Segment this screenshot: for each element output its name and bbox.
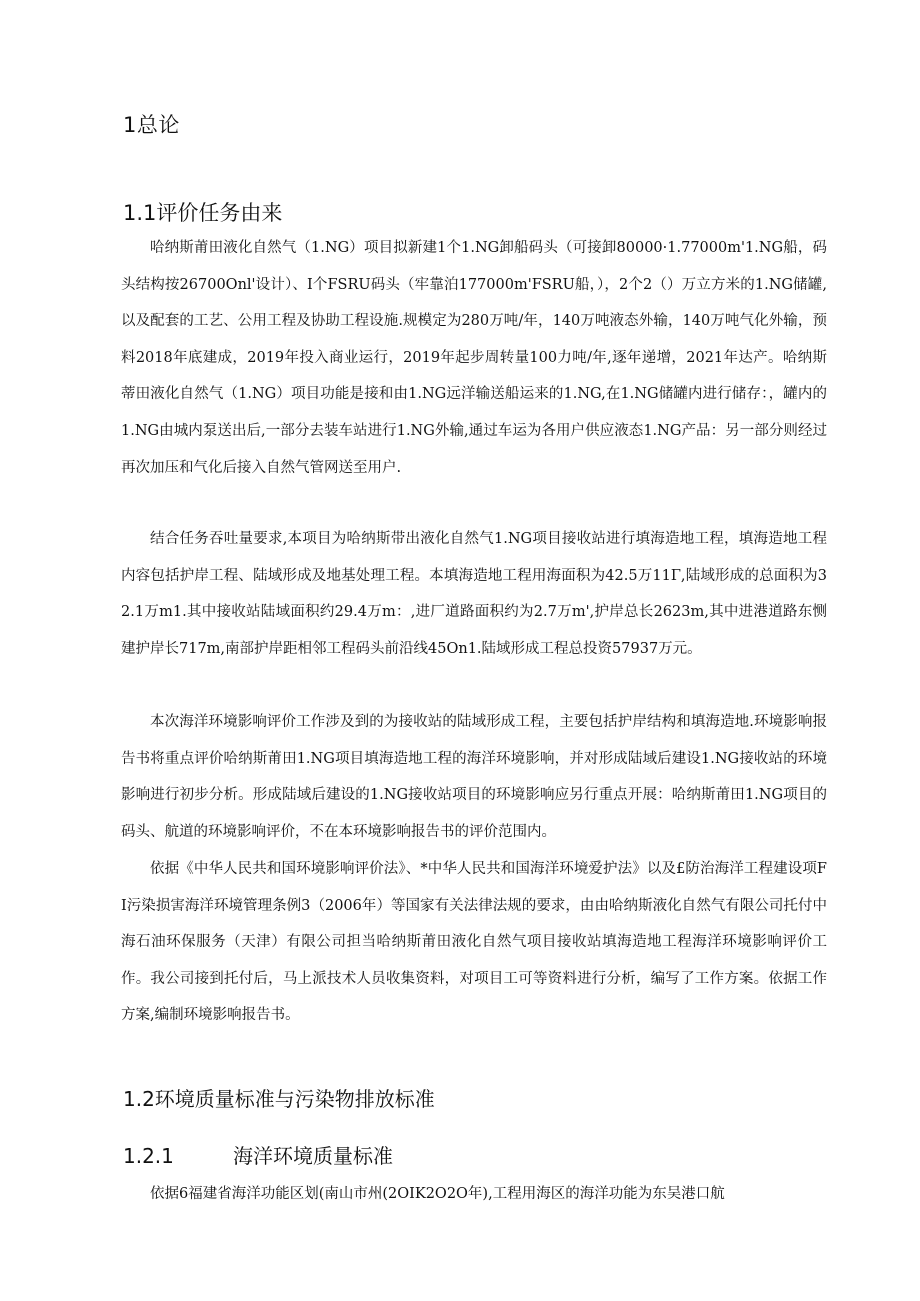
subsection-title: 海洋环境质量标准 bbox=[233, 1144, 393, 1168]
chapter-heading: 1总论 bbox=[123, 113, 180, 137]
paragraph-reclamation-scope: 结合任务吞吐量要求,本项目为哈纳斯带出液化自然气1.NG项目接收站进行填海造地工程，填海造地工程内容包括护岸工程、陆域形成及地基处理工程。本填海造地工程用海面积为42.5万11Γ,陆域形成的总面积为32.1万m1.其中接收站陆域面积约29.4万m：,进厂道路面积约为2.7万m',护岸总长2623m,其中进港道路东恻建护岸长717m,南部护岸距相邻工程码头前沿线45On1.陆域形成工程总投资57937万元。 bbox=[121, 531, 827, 657]
subsection-heading-1-2-1 bbox=[123, 1140, 393, 1169]
paragraph-legal-basis: 依据《中华人民共和国环境影响评价法》、*中华人民共和国海洋环境爱护法》以及£防治海洋工程建设项FI污染损害海洋环境管理条例3（2006年）等国家有关法律法规的要求，由由哈纳斯液化自然气有限公司托付中海石油环保服务（天津）有限公司担当哈纳斯莆田液化自然气项目接收站填海造地工程海洋环境影响评价工作。我公司接到托付后，马上派技术人员收集资料，对项目工可等资料进行分析，编写了工作方案。依据工作方案,编制环境影响报告书。 bbox=[121, 861, 827, 1024]
subsection-number: 1.2.1 bbox=[123, 1144, 174, 1168]
paragraph-assessment-scope: 本次海洋环境影响评价工作涉及到的为接收站的陆域形成工程，主要包括护岸结构和填海造地.环境影响报告书将重点评价哈纳斯莆田1.NG项目填海造地工程的海洋环境影响，并对形成陆域后建设1.NG接收站的环境影响进行初步分析。形成陆域后建设的1.NG接收站项目的环境影响应另行重点开展：哈纳斯莆田1.NG项目的码头、航道的环境影响评价，不在本环境影响报告书的评价范围内。 bbox=[121, 714, 827, 840]
paragraph-project-overview: 哈纳斯莆田液化自然气（1.NG）项目拟新建1个1.NG卸船码头（可接卸80000·1.77000m'1.NG船，码头结构按26700Onl'设计）、I个FSRU码头（牢靠泊177000m'FSRU船，），2个2（）万立方米的1.NG储罐,以及配套的工艺、公用工程及协助工程设施.规模定为280万吨/年，140万吨液态外输，140万吨气化外输，预料2018年底建成，2019年投入商业运行，2019年起步周转量100力吨/年,逐年递增，2021年达产。哈纳斯蒂田液化自然气（1.NG）项目功能是接和由1.NG远洋输送船运来的1.NG,在1.NG储罐内进行储存：，罐内的1.NG由城内泵送出后,一部分去装车站进行1.NG外输,通过车运为各用户供应液态1.NG产品：另一部分则经过再次加压和气化后接入自然气管网送至用户. bbox=[121, 240, 827, 476]
section-heading-1-1: 1.1评价任务由来 bbox=[123, 201, 283, 225]
paragraph-marine-zoning: 依据6福建省海洋功能区划(南山市州(2OIK2O2O年),工程用海区的海洋功能为东吴港口航 bbox=[150, 1186, 725, 1202]
section-heading-1-2: 1.2环境质量标准与污染物排放标准 bbox=[123, 1087, 435, 1111]
